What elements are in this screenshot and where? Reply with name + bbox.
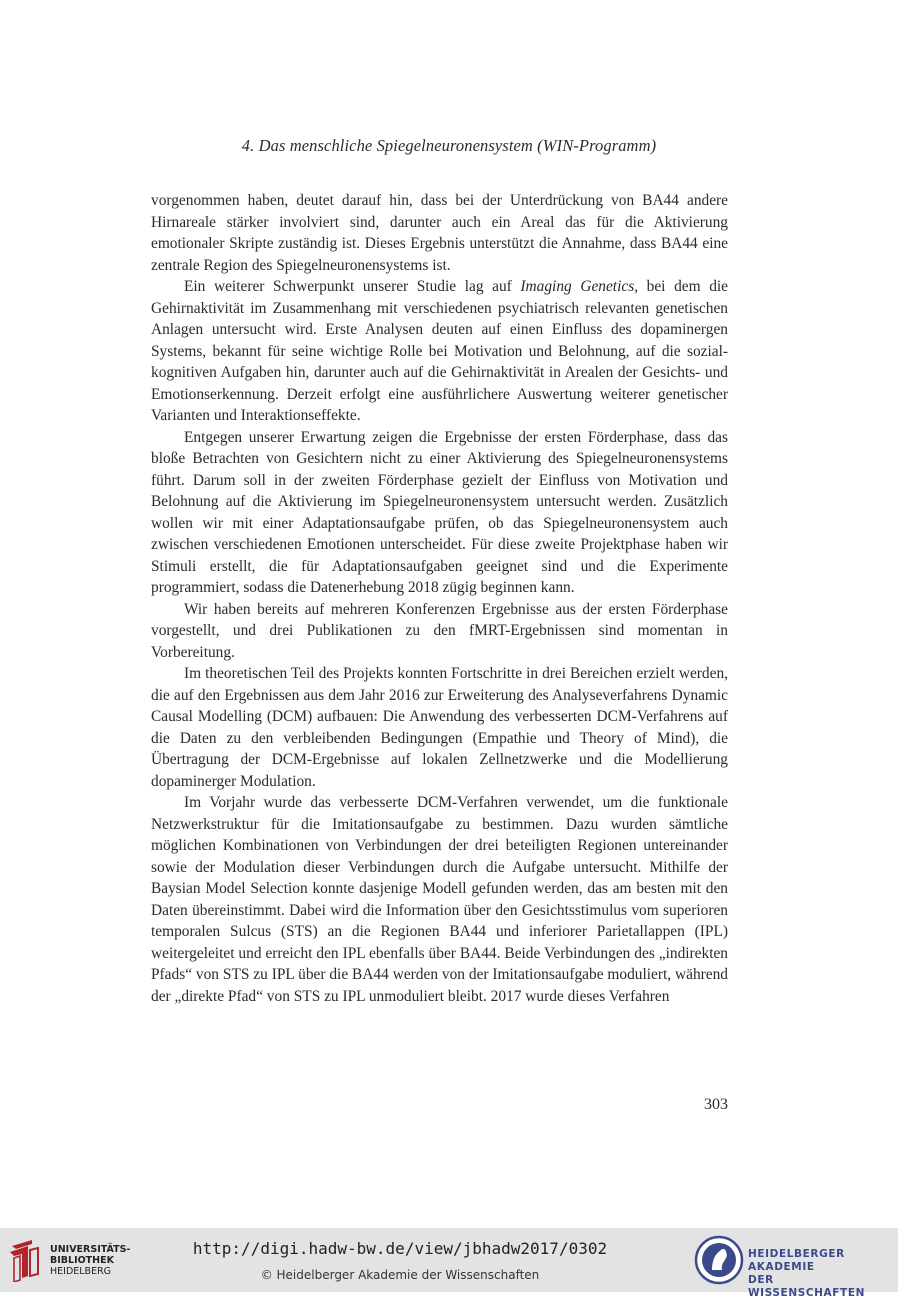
permalink-url[interactable]: http://digi.hadw-bw.de/view/jbhadw2017/0302: [192, 1239, 608, 1258]
academy-name: [748, 1248, 894, 1300]
running-head: 4. Das menschliche Spiegelneuronensystem (WIN-Programm): [241, 136, 657, 155]
paragraph-text: Ein weiterer Schwerpunkt unserer Studie lag auf: [184, 278, 521, 295]
academy-name-line: HEIDELBERGER AKADEMIE: [748, 1248, 845, 1273]
paragraph: Entgegen unserer Erwartung zeigen die Ergebnisse der ersten Förderphase, dass das bloße Betrachten von Gesichtern nicht zu einer Aktivierung des Spiegelneuronensystems führt. Darum soll in der zweiten Förderphase gezielt der Einfluss von Motivation und Belohnung auf die Aktivierung im Spiegelneuronensystem untersucht werden. Zusätzlich wollen wir mit einer Adaptationsaufgabe prüfen, ob das Spiegelneuronensystem auch zwischen verschiedenen Emotionen unterscheidet. Für diese zweite Projektphase haben wir Stimuli erstellt, die für Adaptationsaufgaben geeignet sind und die Experimente programmiert, sodass die Datenerhebung 2018 zügig beginnen kann.: [151, 428, 728, 596]
footer-bar: [0, 1228, 898, 1299]
italic-term: Imaging Genetics: [520, 278, 635, 295]
body-text: [151, 190, 728, 1007]
library-city: HEIDELBERG: [50, 1266, 112, 1277]
library-name-line: UNIVERSITÄTS-: [50, 1244, 131, 1255]
hadw-seal-icon: [694, 1234, 744, 1286]
academy-name-line: DER WISSENSCHAFTEN: [748, 1274, 865, 1299]
paragraph: [151, 276, 728, 427]
paragraph: Im Vorjahr wurde das verbesserte DCM-Verfahren verwendet, um die funktionale Netzwerkstruktur für die Imitationsaufgabe zu bestimmen. Dazu wurden sämtliche möglichen Kombinationen von Verbindungen der drei beteiligten Regionen untereinander sowie der Modulation dieser Verbindungen durch die Aufgabe untersucht. Mithilfe der Baysian Model Selection konnte dasjenige Modell gefunden werden, das am besten mit den Daten übereinstimmt. Dabei wird die Information über den Gesichtsstimulus vom superioren temporalen Sulcus (STS) an die Regionen BA44 und inferiorer Parietallappen (IPL) weitergeleitet und erreicht den IPL ebenfalls über BA44. Beide Verbindungen des „indirekten Pfads“ von STS zu IPL über die BA44 werden von der Imitationsaufgabe moduliert, während der „direkte Pfad“ von STS zu IPL unmoduliert bleibt. 2017 wurde dieses Verfahren: [151, 794, 728, 1005]
paragraph: Wir haben bereits auf mehreren Konferenzen Ergebnisse aus der ersten Förderphase vorgestellt, und drei Publikationen zu den fMRT-Ergebnissen sind momentan in Vorbereitung.: [151, 600, 728, 661]
academy-logo[interactable]: [694, 1234, 894, 1299]
paragraph-text: , bei dem die Gehirnaktivität im Zusammenhang mit verschiedenen psychiatrisch relevanten genetischen Anlagen untersucht wird. Erste Analysen deuten auf einen Einfluss des dopaminergen Systems, bekannt für seine wichtige Rolle bei Motivation und Belohnung, auf die sozial-kognitiven Aufgaben hin, darunter auch auf die Gehirnaktivität in Arealen der Gesichts- und Emotionserkennung. Derzeit erfolgt eine ausführlichere Auswertung weiterer genetischer Varianten und Interaktionseffekte.: [151, 278, 728, 424]
library-name-line: BIBLIOTHEK: [50, 1255, 114, 1266]
page-number: 303: [704, 1096, 728, 1113]
paragraph: Im theoretischen Teil des Projekts konnten Fortschritte in drei Bereichen erzielt werden, die auf den Ergebnissen aus dem Jahr 2016 zur Erweiterung des Analyseverfahrens Dynamic Causal Modelling (DCM) aufbauen: Die Anwendung des verbesserten DCM-Verfahrens auf die Daten zu den verbleibenden Bedingungen (Empathie und Theory of Mind), die Übertragung der DCM-Ergebnisse auf lokalen Zellnetzwerke und die Modellierung dopaminerger Modulation.: [151, 665, 728, 790]
copyright-notice: © Heidelberger Akademie der Wissenschaften: [260, 1268, 540, 1282]
paragraph: vorgenommen haben, deutet darauf hin, dass bei der Unterdrückung von BA44 andere Hirnareale stärker involviert sind, darunter auch ein Areal das für die Aktivierung emotionaler Skripte zuständig ist. Dieses Ergebnis unterstützt die Annahme, dass BA44 eine zentrale Region des Spiegelneuronensystems ist.: [151, 192, 728, 274]
